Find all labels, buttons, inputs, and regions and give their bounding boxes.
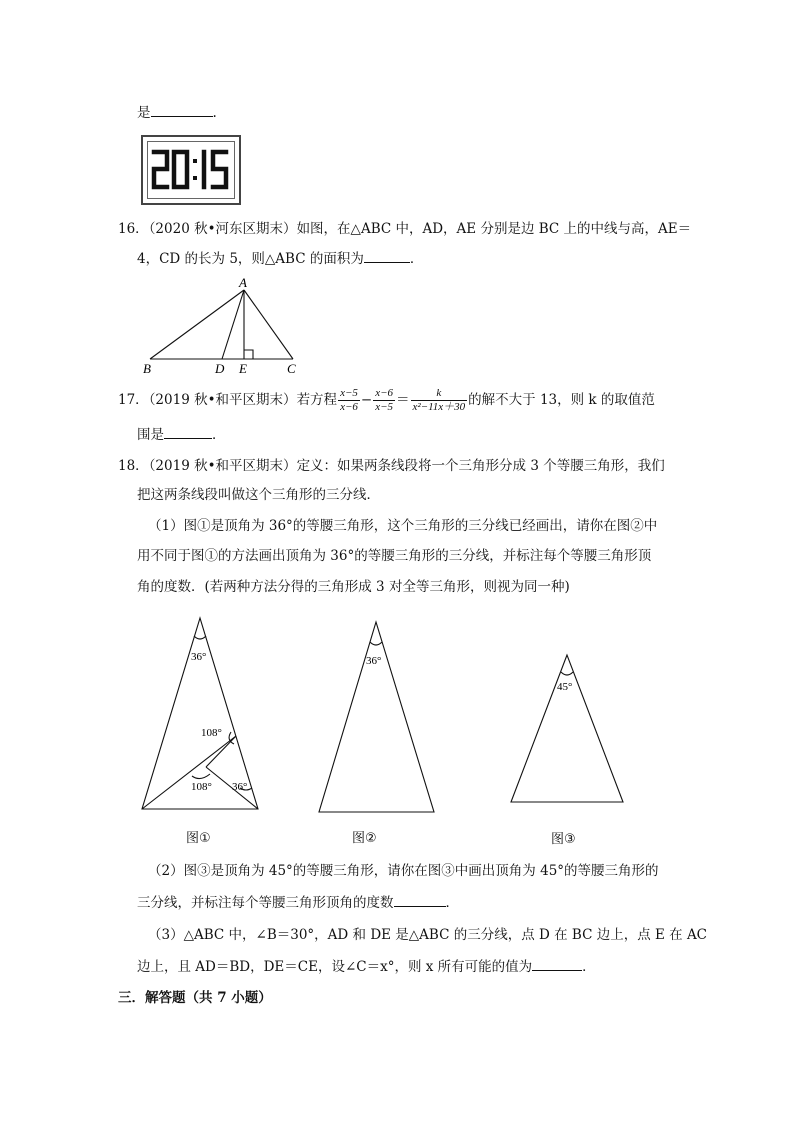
q17-source: （2019 秋•和平区期末） [148,392,297,408]
q17-pre: 若方程 [296,392,338,408]
q15-suffix: . [212,105,217,121]
q16-line1 [118,219,691,239]
fig3-caption: 图③ [551,832,576,847]
fig1-caption: 图① [186,831,211,846]
digital-clock-figure [141,135,241,205]
q18-part3-answer-blank [532,956,582,971]
label-a: A [239,275,247,290]
q16-number: 16． [118,221,149,237]
fig3-angle-top: 45° [557,681,573,693]
median-ad [222,290,244,359]
q17-line2 [137,424,226,445]
q16-triangle-figure [130,272,320,377]
q15-prefix: 是 [137,105,151,121]
fig2-triangle [319,622,434,812]
q16-source: （2020 秋•河东区期末） [148,221,297,237]
label-c: C [287,361,296,376]
q17-fraction-1: $\frac{x-5}{x-6}$ [340,387,358,413]
q18-part2-period: ． [445,895,459,911]
fig3-triangle [511,655,623,802]
q17-line2-text: 围是 [137,427,164,443]
fig2-angle-top: 36° [366,655,382,667]
q18-part3-text: 边上，且 AD＝BD，DE＝CE，设∠C＝x°，则 x 所有可能的值为 [137,959,533,975]
q18-part3-line2 [137,956,596,977]
q18-part2-text: 三分线，并标注每个等腰三角形顶角的度数 [137,895,394,911]
label-b: B [143,361,151,376]
q18-part1-line3: 角的度数．(若两种方法分得的三角形成 3 对全等三角形，则视为同一种) [137,579,570,595]
q17-equals: ＝ [396,392,410,408]
q18-line1 [118,456,665,476]
q18-figures [130,612,640,817]
q18-text: 定义：如果两条线段将一个三角形分成 3 个等腰三角形，我们 [296,458,665,474]
q17-period: ． [212,427,226,443]
q16-line2 [137,248,423,269]
q15-answer-blank [151,102,213,117]
q18-part2-line2 [137,892,459,913]
fig1-angle-right: 36° [232,781,248,793]
clock-digits-icon [143,137,239,203]
fig1-angle-top: 36° [191,651,207,663]
q17-fraction-3: $\frac{k}{\text{x²−11x＋30}}$ [412,387,466,413]
q18-part2-answer-blank [394,892,446,907]
q17-answer-blank [164,424,212,439]
section-3-heading: 三．解答题（共 7 小题） [118,990,272,1006]
q18-part3-line1: （3）△ABC 中，∠B＝30°，AD 和 DE 是△ABC 的三分线，点 D 在 BC 边上，点 E 在 AC [148,927,708,943]
q18-part3-period: ． [582,959,596,975]
fig1-trisector-1 [142,736,236,809]
q17-fraction-2: $\frac{x-6}{x-5}$ [375,387,393,413]
q17-number: 17． [118,392,149,408]
q18-part2-line1: （2）图③是顶角为 45°的等腰三角形，请你在图③中画出顶角为 45°的等腰三角形的 [148,863,659,879]
label-d: D [215,361,225,376]
fig1-angle-mid: 108° [201,727,222,739]
label-e: E [239,361,247,376]
fig1-trisector-2-upper [206,736,236,767]
q17-post: 的解不大于 13，则 k 的取值范 [468,392,655,408]
q18-number: 18． [118,458,149,474]
q16-answer-blank [364,248,410,263]
fig1-angle-bottom: 108° [191,781,212,793]
q18-source: （2019 秋•和平区期末） [148,458,297,474]
q18-part1-line2: 用不同于图①的方法画出顶角为 36°的等腰三角形的三分线，并标注每个等腰三角形顶 [137,548,652,564]
q15-answer-line [137,102,217,123]
q16-text-2: 4，CD 的长为 5，则△ABC 的面积为 [137,251,364,267]
fig2-caption: 图② [352,831,377,846]
q17-minus: − [360,392,373,408]
right-angle-mark [244,350,253,359]
q16-text: 如图，在△ABC 中，AD，AE 分别是边 BC 上的中线与高，AE＝ [296,221,692,237]
q16-period: ． [409,251,424,267]
q18-part1-line1: （1）图①是顶角为 36°的等腰三角形，这个三角形的三分线已经画出，请你在图②中 [148,518,658,534]
q18-line2: 把这两条线段叫做这个三角形的三分线． [137,487,380,503]
q17-line1 [118,386,655,414]
